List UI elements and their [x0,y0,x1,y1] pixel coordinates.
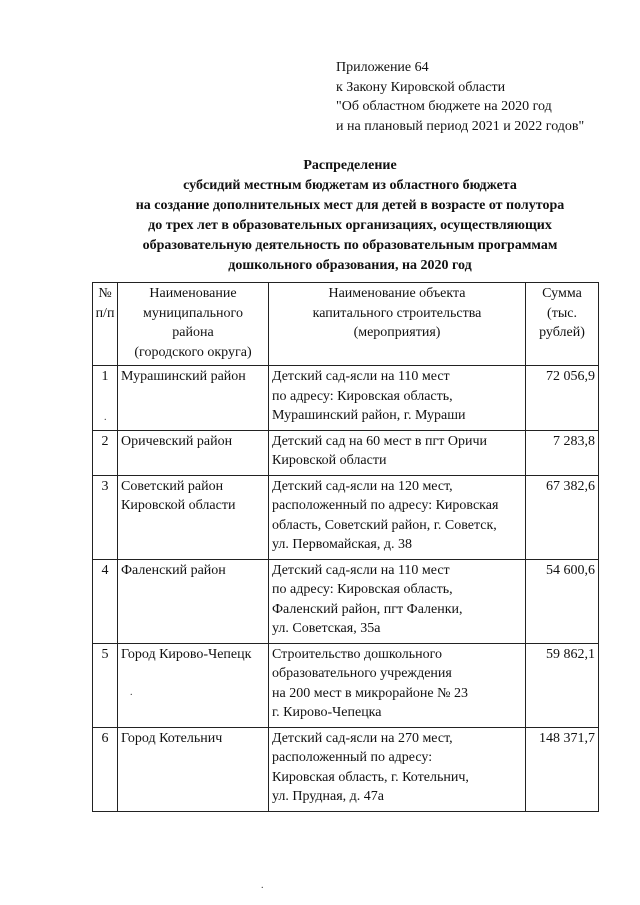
district-name: Мурашинский район [121,369,246,384]
object-line: на 200 мест в микрорайоне № 23 [272,685,468,701]
district-name: Город Кирово-Чепецк [121,646,252,662]
header-text: рублей) [539,325,585,340]
district-name: Фаленский район [121,562,226,578]
header-text: муниципального [143,305,243,321]
district-cell [118,475,269,559]
header-text: № [98,286,112,301]
table-body [93,366,599,812]
scan-speck: . [261,880,264,891]
object-line: Фаленский район, пгт Фаленки, [272,601,463,617]
district-cell [118,559,269,643]
header-text: Сумма [542,286,582,301]
title-line: на создание дополнительных мест для детей в возрасте от полутора [135,198,565,213]
header-text: (городского округа) [134,344,252,360]
object-line: г. Кирово-Чепецка [272,705,382,720]
object-cell [269,559,526,643]
district-cell [118,366,269,431]
object-cell [269,475,526,559]
header-object [269,283,526,366]
header-row [93,283,599,366]
object-line: Детский сад-ясли на 270 мест, [272,730,453,746]
district-cell [118,430,269,475]
sum-cell: 59 862,1 [526,643,599,727]
title-line: дошкольного образования, на 2020 год [228,258,472,273]
appendix-law-period: и на плановый период 2021 и 2022 годов" [336,118,585,134]
district-name: Кировской области [121,498,236,513]
table-row [93,559,599,643]
appendix-number: Приложение 64 [336,60,429,75]
sum-cell: 72 056,9 [526,366,599,431]
object-line: Детский сад-ясли на 110 мест [272,562,450,578]
table-header [93,283,599,366]
table-row [93,475,599,559]
scan-speck: . [104,412,107,423]
table-row [93,366,599,431]
sum-cell: 67 382,6 [526,475,599,559]
row-number: 4 [93,559,118,643]
object-line: область, Советский район, г. Советск, [272,517,497,533]
header-text: капитального строительства [312,305,482,321]
header-text: (тыс. [547,305,577,321]
object-line: Детский сад-ясли на 110 мест [272,369,450,384]
row-number: 5 [93,643,118,727]
scan-speck: . [130,687,133,698]
header-district [118,283,269,366]
object-line: образовательного учреждения [272,666,452,681]
object-line: ул. Прудная, д. 47а [272,789,385,804]
object-line: Кировская область, г. Котельнич, [272,769,469,785]
row-number: 3 [93,475,118,559]
appendix-header [336,58,584,136]
object-cell [269,366,526,431]
object-line: расположенный по адресу: Кировская [272,498,499,513]
title-line: до трех лет в образовательных организациях, осуществляющих [148,218,552,233]
district-cell [118,643,269,727]
object-line: Строительство дошкольного [272,646,443,662]
header-num [93,283,118,366]
object-line: ул. Советская, 35а [272,621,381,636]
object-line: Мурашинский район, г. Мураши [272,408,466,423]
object-line: Детский сад-ясли на 120 мест, [272,478,453,494]
title-line: Распределение [303,158,397,173]
object-line: расположенный по адресу: [272,750,433,765]
district-name: Оричевский район [121,433,233,449]
sum-cell: 148 371,7 [526,727,599,811]
district-cell [118,727,269,811]
header-text: района [172,325,214,340]
row-number: 2 [93,430,118,475]
document-title [40,156,640,276]
sum-cell: 7 283,8 [526,430,599,475]
district-name: Город Котельнич [121,730,223,746]
header-text: п/п [95,305,115,321]
object-cell [269,727,526,811]
object-cell [269,430,526,475]
district-name: Советский район [121,478,224,494]
title-line: образовательную деятельность по образовательным программам [142,238,558,253]
header-text: (мероприятия) [353,325,441,340]
appendix-law: к Закону Кировской области [336,79,506,95]
row-number: 1 [93,366,118,431]
header-text: Наименование объекта [328,286,466,301]
object-line: Детский сад на 60 мест в пгт Оричи [272,433,488,449]
sum-cell: 54 600,6 [526,559,599,643]
object-line: Кировской области [272,453,387,468]
object-cell [269,643,526,727]
table-row [93,643,599,727]
table-row [93,430,599,475]
appendix-law-title: "Об областном бюджете на 2020 год [336,99,552,114]
object-line: по адресу: Кировская область, [272,582,453,597]
object-line: ул. Первомайская, д. 38 [272,537,412,552]
table-row [93,727,599,811]
header-text: Наименование [149,286,237,301]
row-number: 6 [93,727,118,811]
subsidy-table [92,282,599,812]
title-line: субсидий местным бюджетам из областного бюджета [183,178,517,193]
header-sum [526,283,599,366]
object-line: по адресу: Кировская область, [272,388,453,404]
